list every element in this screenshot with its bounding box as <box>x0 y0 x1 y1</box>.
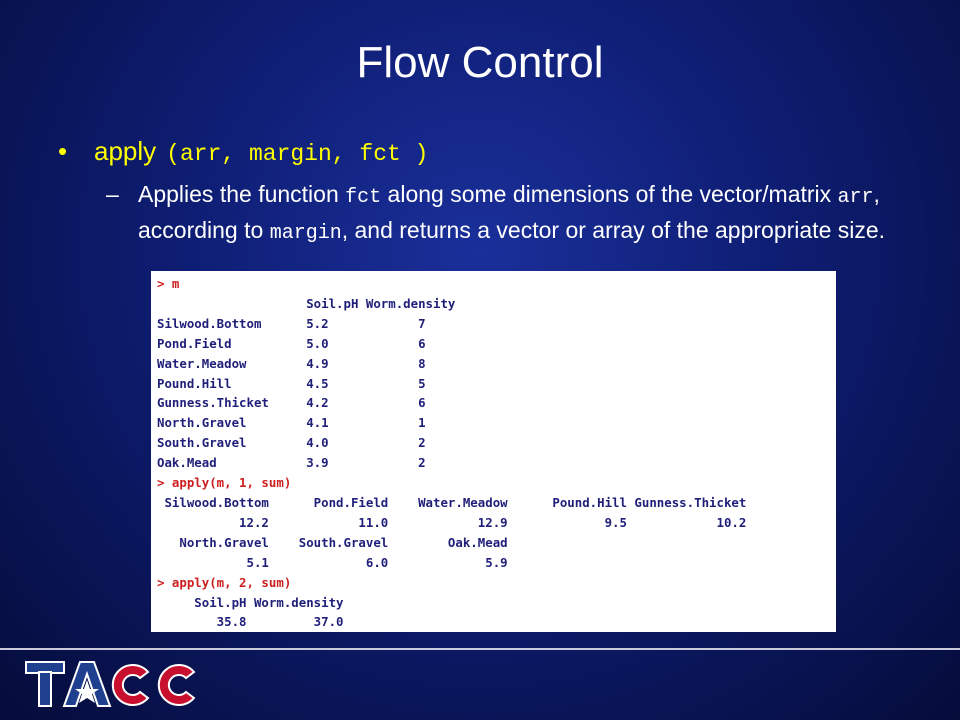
console-line: South.Gravel 4.0 2 <box>157 435 426 451</box>
sub-text-2: along some dimensions of the vector/matrix <box>381 181 838 207</box>
console-line: Soil.pH Worm.density <box>157 594 344 610</box>
bullet-function-name: apply <box>94 136 157 166</box>
console-line: Pond.Field 5.0 6 <box>157 335 426 351</box>
console-line: North.Gravel 4.1 1 <box>157 415 426 431</box>
sub-text-4: , and returns a vector or array of the appropriate size. <box>341 217 886 243</box>
console-output <box>157 274 836 632</box>
console-line: Soil.pH Worm.density <box>157 295 456 311</box>
code-margin: margin <box>269 222 342 245</box>
bullet-dot-icon: • <box>58 136 68 166</box>
code-arr: arr <box>837 186 874 209</box>
sub-bullet-dash: – <box>106 181 119 207</box>
console-line: 12.2 11.0 12.9 9.5 10.2 <box>157 514 747 530</box>
sub-bullet-text <box>138 178 908 250</box>
logo-letter-t <box>26 662 64 706</box>
console-line: > m <box>157 276 180 291</box>
console-line: Gunness.Thicket 4.2 6 <box>157 395 426 411</box>
logo-letter-c1 <box>113 665 148 705</box>
console-line: North.Gravel South.Gravel Oak.Mead <box>157 534 508 550</box>
console-line: Silwood.Bottom Pond.Field Water.Meadow Pound.Hill Gunness.Thicket <box>157 494 747 510</box>
logo-letter-c2 <box>159 665 194 705</box>
console-line: Pound.Hill 4.5 5 <box>157 375 426 391</box>
console-line: > apply(m, 2, sum) <box>157 574 292 590</box>
console-line: 5.1 6.0 5.9 <box>157 554 508 570</box>
tacc-logo <box>24 658 200 710</box>
code-fct: fct <box>345 186 382 209</box>
sub-text-1: Applies the function <box>138 181 346 207</box>
logo-letter-a <box>64 662 110 706</box>
slide-title: Flow Control <box>356 38 604 87</box>
bullet-signature: (arr, margin, fct ) <box>166 141 429 167</box>
console-line: Silwood.Bottom 5.2 7 <box>157 315 426 331</box>
console-line: Water.Meadow 4.9 8 <box>157 355 426 371</box>
r-console-screenshot <box>151 271 836 632</box>
console-line: Oak.Mead 3.9 2 <box>157 455 426 471</box>
console-line: 35.8 37.0 <box>157 614 344 630</box>
bullet-apply <box>58 136 428 167</box>
console-line: > apply(m, 1, sum) <box>157 475 292 491</box>
footer-divider <box>0 648 960 650</box>
sub-text-3: , according to <box>138 181 880 243</box>
